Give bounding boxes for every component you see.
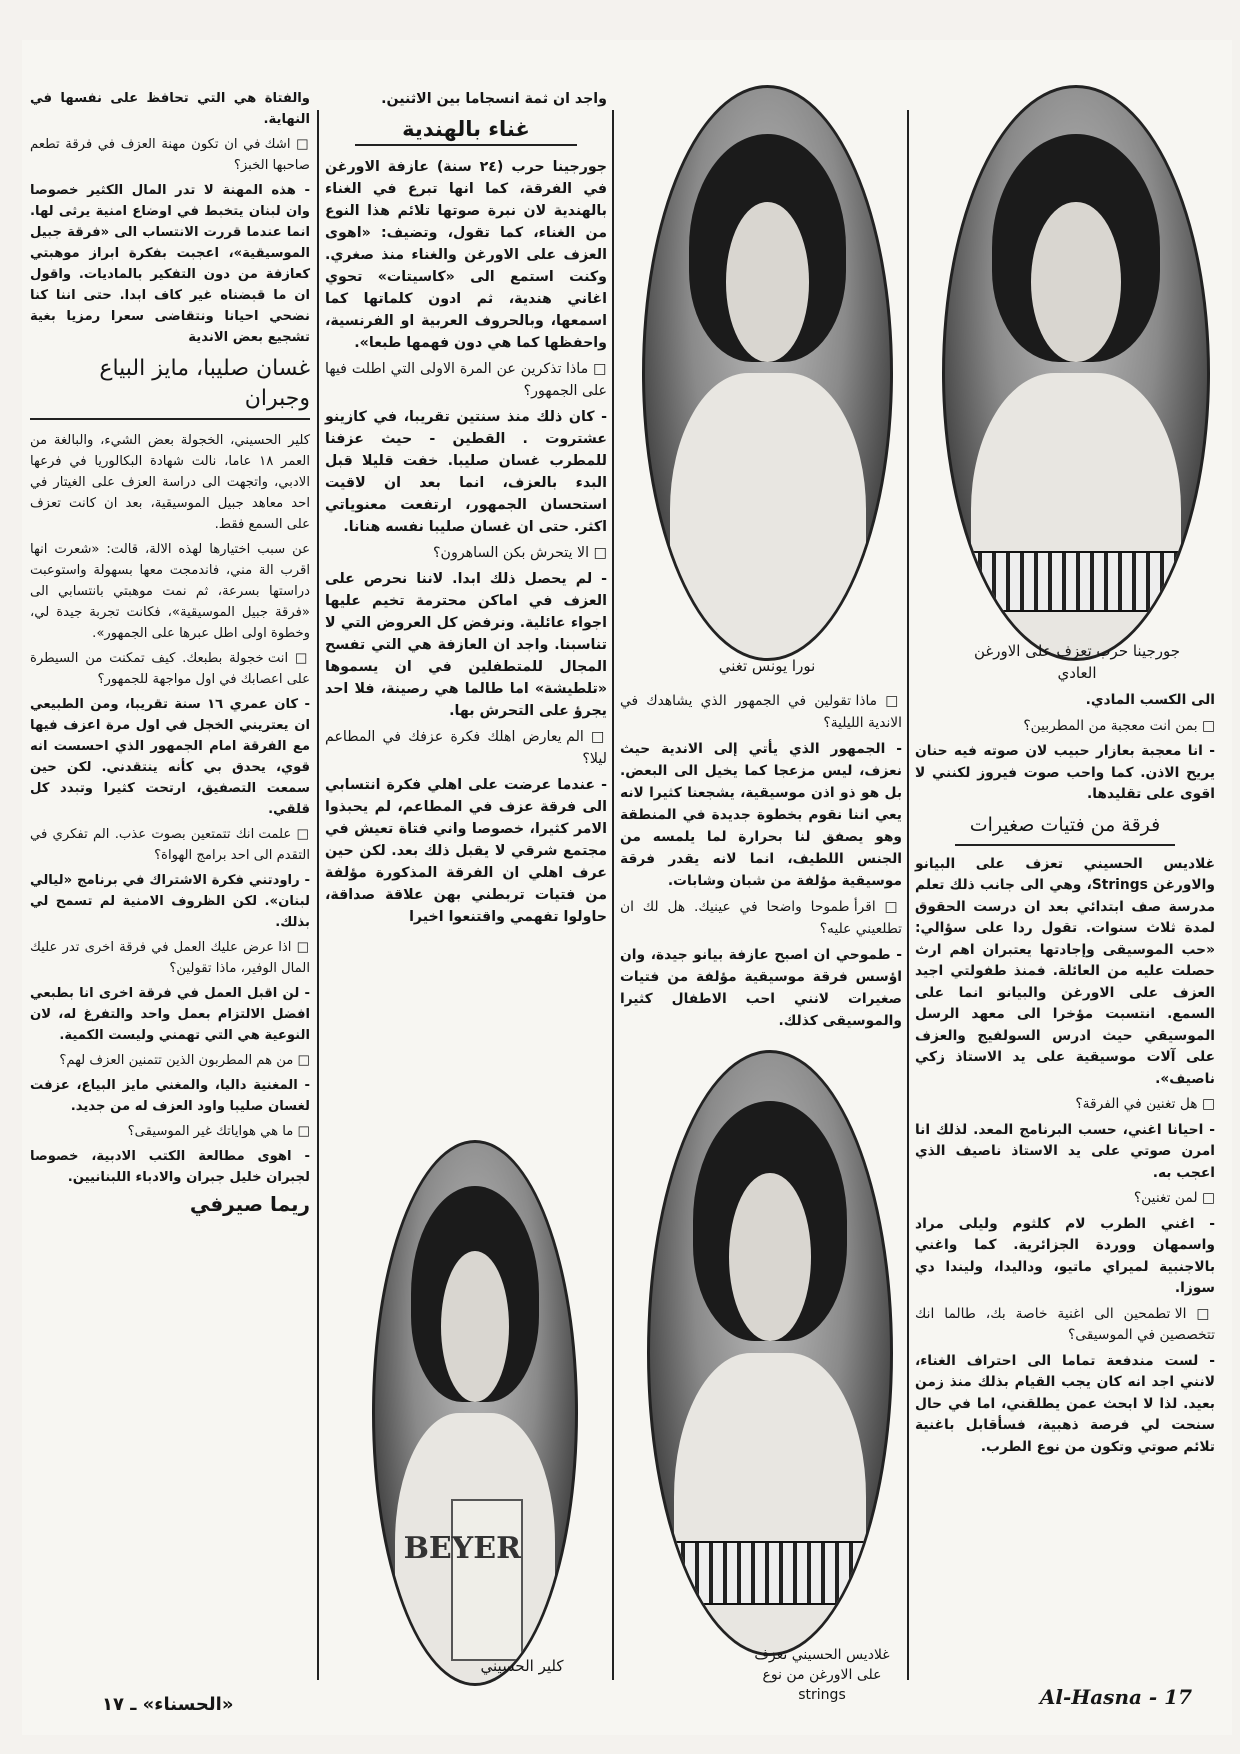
- paragraph: واجد ان ثمة انسجاما بين الاثنين.: [381, 91, 607, 107]
- section-heading: غناء بالهندية: [355, 118, 577, 146]
- question: □ انت خجولة بطبعك. كيف تمكنت من السيطرة على اعصابك في اول مواجهة للجمهور؟: [30, 648, 310, 690]
- photo-shape: [1031, 202, 1120, 362]
- column-rule: [317, 110, 319, 1680]
- question: □ ماذا تذكرين عن المرة الاولى التي اطلت فيها على الجمهور؟: [325, 358, 607, 402]
- question: □ الا تطمحين الى اغنية خاصة بك، طالما انك تتخصصين في الموسيقى؟: [915, 1304, 1215, 1347]
- keyboard-shape: [669, 1541, 875, 1605]
- answer: - طموحي ان اصبح عازفة بيانو جيدة، وان اؤسس فرقة موسيقية مؤلفة من فتيات صغيرات لانني احب الاطفال كثيرا والموسيقى كذلك.: [620, 947, 902, 1029]
- section-heading: فرقة من فتيات صغيرات: [955, 810, 1175, 846]
- photo-gladys: [647, 1050, 893, 1656]
- magazine-page: [22, 40, 1232, 1735]
- author-signature: ريما صيرفي: [189, 1192, 310, 1216]
- paragraph: الى الكسب المادي.: [1085, 692, 1215, 708]
- photo-caption: كلير الحسيني: [480, 1657, 564, 1675]
- page-number-arabic: «الحسناء» ـ ١٧: [102, 1694, 234, 1715]
- section-heading: غسان صليبا، مايز البياع وجبران: [30, 354, 310, 420]
- keyboard-shape: [966, 551, 1190, 612]
- answer: - كان ذلك منذ سنتين تقريبا، في كازينو عشتروت . القطين - حيث عزفنا للمطرب غسان صليبا. خفت قليلا قبل البدء بالعزف، انما بعد ان لاقيت استحسان الجمهور، ارتفعت معنوياتي اكثر. حتى ان غسان صليبا نفسه هنانا.: [325, 409, 607, 535]
- paragraph: جورجينا حرب (٢٤ سنة) عازفة الاورغن في الفرقة، كما انها تبرع في الغناء بالهندية لان نبرة صوتها تلائم هذا النوع من الغناء، كما تقول، وتضيف: «اهوى العزف على الاورغن والغناء منذ صغري. وكنت استمع الى «كاسيتات» تحوي اغاني هندية، ثم ادون كلماتها كما اسمعها، وبالحروف العربية او الفرنسية، واحفظها كما هي دون فهمها طبعا».: [325, 159, 608, 351]
- photo-shape: [971, 373, 1181, 661]
- photo-caption: جورجينا حرب تعزف على الاورغن العادي: [973, 642, 1181, 682]
- column-1: [325, 88, 607, 1108]
- column-rule: [612, 110, 614, 1680]
- answer: - الجمهور الذي يأتي إلى الاندية حيث نعزف، ليس مزعجا كما يخيل الى البعض. بل هو ذو اذن موسيقية، يشجعنا كثيرا لانه يعي اننا نقوم بخطوة جديدة في المنطقة وهو يصفق لنا بحرارة لما يلمسه من الجنس اللطيف، انما لانه يقدر فرقة موسيقية مؤلفة من شبان وشابات.: [620, 741, 902, 889]
- photo-shape: [674, 1353, 866, 1656]
- answer: - هذه المهنة لا تدر المال الكثير خصوصا وان لبنان يتخبط في اوضاع امنية يرثى لها. انما عندما قررت الانتساب الى «فرقة جبيل الموسيقية»، اعجبت بفكرة ابراز موهبتي كعازفة من دون التفكير بالماديات. واقول ان ما قبضناه غير كاف ابدا. حتى اننا كنا نضحي احيانا ونتقاضى سعرا رمزيا بغية تشجيع بعض الاندية: [30, 183, 310, 345]
- column-rule: [907, 110, 909, 1680]
- photo-shape: [670, 373, 866, 661]
- photo-georgina: [942, 85, 1210, 661]
- answer: - لست مندفعة تماما الى احتراف الغناء، لانني اجد انه كان يجب القيام بذلك منذ زمن بعيد. لذا لا ابحث عمن يطلقني، اما في حال سنحت لي فرصة ذهبية، فسأقابل باغنية تلائم صوتي وتكون من نوع الطرب.: [915, 1352, 1215, 1455]
- answer: - عندما عرضت على اهلي فكرة انتسابي الى فرقة عزف في المطاعم، لم يحبذوا الامر كثيرا، خصوصا واني فتاة تعيش في مجتمع شرقي لا يقبل ذلك بعد. لكن حين عرف اهلي ان الفرقة المذكورة مؤلفة من فتيات تربطني بهن علاقة صداقة، حاولوا تفهمي واقتنعوا اخيرا: [325, 777, 607, 925]
- answer: - لم يحصل ذلك ابدا. لاننا نحرص على العزف في اماكن محترمة تخيم عليها اجواء عائلية. ونرفض كل العروض التي لا تناسبنا. واجد ان العازفة هي التي تفسح المجال للمتطفلين في ان يسموها «تلطيشة» اما طالما هي رصينة، فلا احد يجرؤ على التحرش بها.: [325, 571, 607, 719]
- photo-shape: [726, 202, 809, 362]
- column-2: [620, 690, 902, 1030]
- photo-caption: نورا يونس تغني: [718, 657, 816, 675]
- photo-caption: غلاديس الحسيني تعزف على الاورغن من نوع strings: [754, 1647, 890, 1703]
- answer: - المغنية داليا، والمغني مايز البياع، عزفت لغسان صليبا واود العزف له من جديد.: [30, 1078, 310, 1114]
- page-number-latin: Al-Hasna - 17: [1039, 1685, 1192, 1709]
- question: □ لمن تغنين؟: [915, 1188, 1215, 1210]
- question: □ اقرأ طموحا واضحا في عينيك. هل لك ان تطلعيني عليه؟: [620, 896, 902, 940]
- book-cover: BEYER: [451, 1499, 523, 1661]
- question: □ الا يتحرش بكن الساهرون؟: [325, 542, 607, 564]
- paragraph: غلاديس الحسيني تعزف على البيانو والاورغن Strings، وهي الى جانب ذلك تعلم مدرسة صف ابتدائي بعد ان درست الحقوق لمدة ثلاث سنوات. تقول ردا على سؤالي: «حب الموسيقى وإجادتها يعتبران اهم ارث حصلت عليه من العائلة. فمنذ طفولتي اجيد العزف على الاورغن والبيانو انما على السمع. انتسبت مؤخرا الى معهد الرسل الموسيقي حيث ادرس السولفيج والعزف على آلات موسيقية على يد الاستاذ زكي ناصيف».: [915, 855, 1215, 1087]
- photo-claire: [372, 1140, 578, 1686]
- paragraph: عن سبب اختيارها لهذه الالة، قالت: «شعرت انها اقرب الة مني، فاندمجت معها بسهولة واستوعبت دراستها بسرعة، ثم نمت موهبتي بانتسابي الى «فرقة جبيل الموسيقية»، فكانت تجربة جيدة لي، وخطوة اولى اطل عبرها على الجمهور».: [30, 542, 310, 641]
- question: □ هل تغنين في الفرقة؟: [915, 1094, 1215, 1116]
- column-3: [915, 690, 1215, 1680]
- question: □ ماذا تقولين في الجمهور الذي يشاهدك في الاندية الليلية؟: [620, 690, 902, 734]
- question: □ بمن انت معجبة من المطربين؟: [915, 716, 1215, 738]
- answer: - اغني الطرب لام كلثوم وليلى مراد واسمهان ووردة الجزائرية. كما واغني بالاجنبية لميراي ماتيو، وداليدا، وليندا دي سوزا.: [915, 1215, 1215, 1296]
- answer: - كان عمري ١٦ سنة تقريبا، ومن الطبيعي ان يعتريني الخجل في اول مرة اعزف فيها مع الفرقة امام الجمهور الذي احسست انه قوي، يحدق بي كأنه ينتقدني. لكن حين سمعت التصفيق، ارتحت كثيرا وتبدد كل قلقي.: [30, 697, 310, 817]
- answer: - انا معجبة بعازار حبيب لان صوته فيه حنان يريح الاذن. كما واحب صوت فيروز لكنني لا اقوى على تقليدها.: [915, 743, 1215, 802]
- photo-shape: [729, 1173, 811, 1341]
- question: □ علمت انك تتمتعين بصوت عذب. الم تفكري في التقدم الى احد برامج الهواة؟: [30, 824, 310, 866]
- paragraph: والفتاة هي التي تحافظ على نفسها في النهاية.: [30, 91, 310, 127]
- answer: - لن اقبل العمل في فرقة اخرى انا بطبعي افضل الالتزام بعمل واحد والتفرغ له، لان النوعية هي التي تهمني وليست الكمية.: [30, 986, 310, 1043]
- answer: - راودتني فكرة الاشتراك في برنامج «ليالي لبنان». لكن الظروف الامنية لم تسمح لي بذلك.: [30, 873, 310, 930]
- answer: - اهوى مطالعة الكتب الادبية، خصوصا لجبران خليل جبران والادباء اللبنانيين.: [30, 1149, 310, 1185]
- question: □ من هم المطربون الذين تتمنين العزف لهم؟: [30, 1050, 310, 1071]
- photo-nora: [642, 85, 893, 661]
- column-4: [30, 88, 310, 1678]
- question: □ ما هي هواياتك غير الموسيقى؟: [30, 1121, 310, 1142]
- paragraph: كلير الحسيني، الخجولة بعض الشيء، والبالغة من العمر ١٨ عاما، نالت شهادة البكالوريا في فرعها الادبي، واتجهت الى دراسة العزف على الغيتار في احد معاهد جبيل الموسيقية، بعد ان كانت تعزف على السمع فقط.: [30, 433, 310, 532]
- question: □ الم يعارض اهلك فكرة عزفك في المطاعم ليلا؟: [325, 726, 607, 770]
- question: □ اذا عرض عليك العمل في فرقة اخرى تدر عليك المال الوفير، ماذا تقولين؟: [30, 937, 310, 979]
- answer: - احيانا اغني، حسب البرنامج المعد. لذلك انا امرن صوتي على يد الاستاذ ناصيف الذي اعجب به.: [915, 1121, 1215, 1181]
- question: □ اشك في ان تكون مهنة العزف في فرقة تطعم صاحبها الخبز؟: [30, 134, 310, 176]
- photo-shape: [441, 1251, 509, 1402]
